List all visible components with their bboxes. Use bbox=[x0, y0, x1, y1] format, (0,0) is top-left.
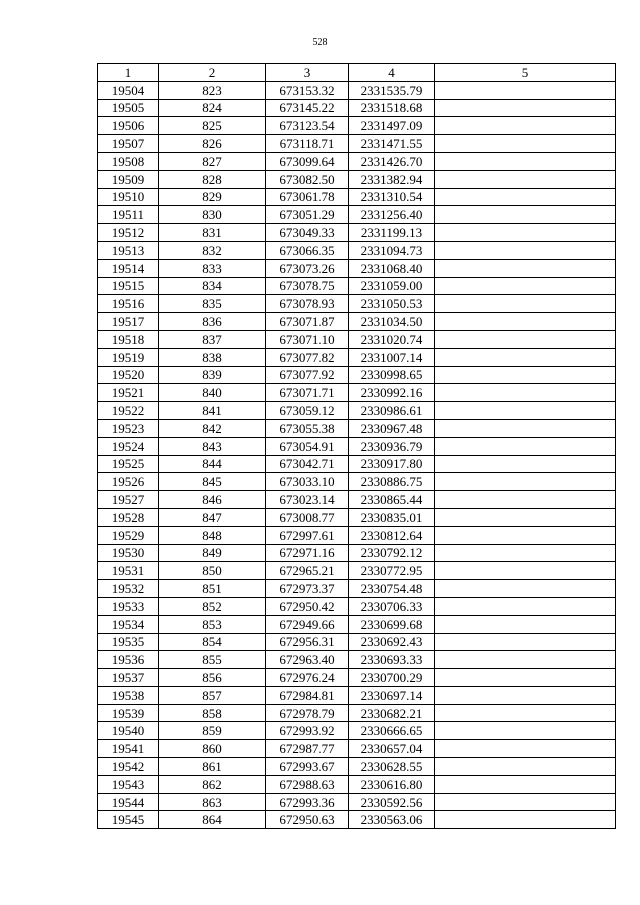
notes-cell bbox=[435, 295, 616, 313]
x-coordinate-cell: 673061.78 bbox=[266, 188, 349, 206]
table-row bbox=[98, 740, 616, 758]
row-number-cell: 19504 bbox=[98, 81, 159, 99]
column-header-1: 1 bbox=[98, 64, 159, 82]
y-coordinate-cell: 2330936.79 bbox=[349, 437, 435, 455]
y-coordinate-cell: 2330835.01 bbox=[349, 508, 435, 526]
point-number-cell: 864 bbox=[159, 811, 266, 829]
notes-cell bbox=[435, 740, 616, 758]
table-row bbox=[98, 775, 616, 793]
table-row bbox=[98, 651, 616, 669]
table-row bbox=[98, 330, 616, 348]
point-number-cell: 833 bbox=[159, 259, 266, 277]
x-coordinate-cell: 672988.63 bbox=[266, 775, 349, 793]
y-coordinate-cell: 2330772.95 bbox=[349, 562, 435, 580]
table-row bbox=[98, 188, 616, 206]
y-coordinate-cell: 2330592.56 bbox=[349, 793, 435, 811]
column-header-2: 2 bbox=[159, 64, 266, 82]
notes-cell bbox=[435, 793, 616, 811]
x-coordinate-cell: 673033.10 bbox=[266, 473, 349, 491]
y-coordinate-cell: 2330986.61 bbox=[349, 402, 435, 420]
row-number-cell: 19541 bbox=[98, 740, 159, 758]
x-coordinate-cell: 673153.32 bbox=[266, 81, 349, 99]
table-row bbox=[98, 206, 616, 224]
row-number-cell: 19529 bbox=[98, 526, 159, 544]
table-row bbox=[98, 259, 616, 277]
point-number-cell: 824 bbox=[159, 99, 266, 117]
y-coordinate-cell: 2330697.14 bbox=[349, 686, 435, 704]
row-number-cell: 19521 bbox=[98, 384, 159, 402]
point-number-cell: 827 bbox=[159, 152, 266, 170]
notes-cell bbox=[435, 686, 616, 704]
y-coordinate-cell: 2331256.40 bbox=[349, 206, 435, 224]
notes-cell bbox=[435, 544, 616, 562]
table-row bbox=[98, 686, 616, 704]
notes-cell bbox=[435, 580, 616, 598]
notes-cell bbox=[435, 206, 616, 224]
table-row bbox=[98, 526, 616, 544]
x-coordinate-cell: 673078.75 bbox=[266, 277, 349, 295]
x-coordinate-cell: 672984.81 bbox=[266, 686, 349, 704]
table-row bbox=[98, 811, 616, 829]
table-row bbox=[98, 544, 616, 562]
row-number-cell: 19533 bbox=[98, 597, 159, 615]
y-coordinate-cell: 2330699.68 bbox=[349, 615, 435, 633]
row-number-cell: 19508 bbox=[98, 152, 159, 170]
x-coordinate-cell: 672987.77 bbox=[266, 740, 349, 758]
point-number-cell: 861 bbox=[159, 758, 266, 776]
y-coordinate-cell: 2330967.48 bbox=[349, 419, 435, 437]
point-number-cell: 838 bbox=[159, 348, 266, 366]
row-number-cell: 19518 bbox=[98, 330, 159, 348]
table-row bbox=[98, 224, 616, 242]
point-number-cell: 832 bbox=[159, 241, 266, 259]
x-coordinate-cell: 672993.67 bbox=[266, 758, 349, 776]
notes-cell bbox=[435, 722, 616, 740]
x-coordinate-cell: 672976.24 bbox=[266, 669, 349, 687]
table-row bbox=[98, 348, 616, 366]
row-number-cell: 19537 bbox=[98, 669, 159, 687]
y-coordinate-cell: 2331471.55 bbox=[349, 135, 435, 153]
notes-cell bbox=[435, 277, 616, 295]
y-coordinate-cell: 2331199.13 bbox=[349, 224, 435, 242]
y-coordinate-cell: 2331068.40 bbox=[349, 259, 435, 277]
page-number: 528 bbox=[312, 37, 328, 48]
y-coordinate-cell: 2330657.04 bbox=[349, 740, 435, 758]
y-coordinate-cell: 2330754.48 bbox=[349, 580, 435, 598]
point-number-cell: 846 bbox=[159, 491, 266, 509]
y-coordinate-cell: 2331059.00 bbox=[349, 277, 435, 295]
table-row bbox=[98, 508, 616, 526]
row-number-cell: 19528 bbox=[98, 508, 159, 526]
point-number-cell: 847 bbox=[159, 508, 266, 526]
row-number-cell: 19543 bbox=[98, 775, 159, 793]
x-coordinate-cell: 672997.61 bbox=[266, 526, 349, 544]
notes-cell bbox=[435, 170, 616, 188]
table-row bbox=[98, 384, 616, 402]
y-coordinate-cell: 2330917.80 bbox=[349, 455, 435, 473]
x-coordinate-cell: 672950.42 bbox=[266, 597, 349, 615]
x-coordinate-cell: 672993.92 bbox=[266, 722, 349, 740]
point-number-cell: 825 bbox=[159, 117, 266, 135]
point-number-cell: 823 bbox=[159, 81, 266, 99]
notes-cell bbox=[435, 811, 616, 829]
y-coordinate-cell: 2330700.29 bbox=[349, 669, 435, 687]
table-row bbox=[98, 170, 616, 188]
notes-cell bbox=[435, 775, 616, 793]
row-number-cell: 19506 bbox=[98, 117, 159, 135]
point-number-cell: 837 bbox=[159, 330, 266, 348]
x-coordinate-cell: 673077.92 bbox=[266, 366, 349, 384]
notes-cell bbox=[435, 758, 616, 776]
point-number-cell: 860 bbox=[159, 740, 266, 758]
notes-cell bbox=[435, 384, 616, 402]
point-number-cell: 848 bbox=[159, 526, 266, 544]
point-number-cell: 851 bbox=[159, 580, 266, 598]
x-coordinate-cell: 673042.71 bbox=[266, 455, 349, 473]
x-coordinate-cell: 673118.71 bbox=[266, 135, 349, 153]
row-number-cell: 19524 bbox=[98, 437, 159, 455]
table-row bbox=[98, 580, 616, 598]
row-number-cell: 19536 bbox=[98, 651, 159, 669]
x-coordinate-cell: 672993.36 bbox=[266, 793, 349, 811]
row-number-cell: 19542 bbox=[98, 758, 159, 776]
y-coordinate-cell: 2331007.14 bbox=[349, 348, 435, 366]
x-coordinate-cell: 673078.93 bbox=[266, 295, 349, 313]
table-row bbox=[98, 455, 616, 473]
row-number-cell: 19544 bbox=[98, 793, 159, 811]
point-number-cell: 826 bbox=[159, 135, 266, 153]
table-row bbox=[98, 669, 616, 687]
x-coordinate-cell: 672950.63 bbox=[266, 811, 349, 829]
y-coordinate-cell: 2331535.79 bbox=[349, 81, 435, 99]
row-number-cell: 19530 bbox=[98, 544, 159, 562]
table-row bbox=[98, 704, 616, 722]
point-number-cell: 852 bbox=[159, 597, 266, 615]
x-coordinate-cell: 673055.38 bbox=[266, 419, 349, 437]
table-row bbox=[98, 313, 616, 331]
row-number-cell: 19540 bbox=[98, 722, 159, 740]
table-row bbox=[98, 135, 616, 153]
y-coordinate-cell: 2331020.74 bbox=[349, 330, 435, 348]
notes-cell bbox=[435, 402, 616, 420]
table-row bbox=[98, 402, 616, 420]
table-row bbox=[98, 615, 616, 633]
table-row bbox=[98, 722, 616, 740]
y-coordinate-cell: 2330812.64 bbox=[349, 526, 435, 544]
table-row bbox=[98, 473, 616, 491]
point-number-cell: 841 bbox=[159, 402, 266, 420]
y-coordinate-cell: 2331034.50 bbox=[349, 313, 435, 331]
row-number-cell: 19545 bbox=[98, 811, 159, 829]
table-header-row bbox=[98, 64, 616, 82]
x-coordinate-cell: 673054.91 bbox=[266, 437, 349, 455]
y-coordinate-cell: 2331050.53 bbox=[349, 295, 435, 313]
x-coordinate-cell: 673145.22 bbox=[266, 99, 349, 117]
point-number-cell: 854 bbox=[159, 633, 266, 651]
point-number-cell: 834 bbox=[159, 277, 266, 295]
x-coordinate-cell: 673071.87 bbox=[266, 313, 349, 331]
row-number-cell: 19535 bbox=[98, 633, 159, 651]
y-coordinate-cell: 2330693.33 bbox=[349, 651, 435, 669]
y-coordinate-cell: 2330563.06 bbox=[349, 811, 435, 829]
x-coordinate-cell: 673008.77 bbox=[266, 508, 349, 526]
y-coordinate-cell: 2331094.73 bbox=[349, 241, 435, 259]
row-number-cell: 19538 bbox=[98, 686, 159, 704]
point-number-cell: 842 bbox=[159, 419, 266, 437]
y-coordinate-cell: 2330792.12 bbox=[349, 544, 435, 562]
table-row bbox=[98, 81, 616, 99]
point-number-cell: 843 bbox=[159, 437, 266, 455]
row-number-cell: 19512 bbox=[98, 224, 159, 242]
y-coordinate-cell: 2331518.68 bbox=[349, 99, 435, 117]
notes-cell bbox=[435, 597, 616, 615]
y-coordinate-cell: 2330706.33 bbox=[349, 597, 435, 615]
point-number-cell: 856 bbox=[159, 669, 266, 687]
row-number-cell: 19520 bbox=[98, 366, 159, 384]
row-number-cell: 19526 bbox=[98, 473, 159, 491]
row-number-cell: 19525 bbox=[98, 455, 159, 473]
x-coordinate-cell: 673071.71 bbox=[266, 384, 349, 402]
row-number-cell: 19511 bbox=[98, 206, 159, 224]
table-row bbox=[98, 793, 616, 811]
point-number-cell: 862 bbox=[159, 775, 266, 793]
x-coordinate-cell: 672978.79 bbox=[266, 704, 349, 722]
point-number-cell: 858 bbox=[159, 704, 266, 722]
notes-cell bbox=[435, 473, 616, 491]
point-number-cell: 863 bbox=[159, 793, 266, 811]
x-coordinate-cell: 672949.66 bbox=[266, 615, 349, 633]
row-number-cell: 19522 bbox=[98, 402, 159, 420]
notes-cell bbox=[435, 81, 616, 99]
y-coordinate-cell: 2331497.09 bbox=[349, 117, 435, 135]
y-coordinate-cell: 2330692.43 bbox=[349, 633, 435, 651]
point-number-cell: 836 bbox=[159, 313, 266, 331]
y-coordinate-cell: 2331310.54 bbox=[349, 188, 435, 206]
x-coordinate-cell: 673049.33 bbox=[266, 224, 349, 242]
notes-cell bbox=[435, 259, 616, 277]
table-body bbox=[98, 81, 616, 828]
point-number-cell: 845 bbox=[159, 473, 266, 491]
notes-cell bbox=[435, 669, 616, 687]
notes-cell bbox=[435, 526, 616, 544]
y-coordinate-cell: 2330666.65 bbox=[349, 722, 435, 740]
notes-cell bbox=[435, 188, 616, 206]
x-coordinate-cell: 673066.35 bbox=[266, 241, 349, 259]
point-number-cell: 849 bbox=[159, 544, 266, 562]
row-number-cell: 19527 bbox=[98, 491, 159, 509]
notes-cell bbox=[435, 437, 616, 455]
row-number-cell: 19539 bbox=[98, 704, 159, 722]
notes-cell bbox=[435, 455, 616, 473]
notes-cell bbox=[435, 348, 616, 366]
column-header-5: 5 bbox=[435, 64, 616, 82]
notes-cell bbox=[435, 615, 616, 633]
notes-cell bbox=[435, 562, 616, 580]
point-number-cell: 828 bbox=[159, 170, 266, 188]
x-coordinate-cell: 673023.14 bbox=[266, 491, 349, 509]
table-row bbox=[98, 99, 616, 117]
x-coordinate-cell: 672965.21 bbox=[266, 562, 349, 580]
table-row bbox=[98, 117, 616, 135]
point-number-cell: 830 bbox=[159, 206, 266, 224]
table-row bbox=[98, 758, 616, 776]
x-coordinate-cell: 673077.82 bbox=[266, 348, 349, 366]
point-number-cell: 831 bbox=[159, 224, 266, 242]
column-header-4: 4 bbox=[349, 64, 435, 82]
x-coordinate-cell: 672963.40 bbox=[266, 651, 349, 669]
column-header-3: 3 bbox=[266, 64, 349, 82]
y-coordinate-cell: 2331382.94 bbox=[349, 170, 435, 188]
x-coordinate-cell: 673099.64 bbox=[266, 152, 349, 170]
point-number-cell: 844 bbox=[159, 455, 266, 473]
notes-cell bbox=[435, 651, 616, 669]
notes-cell bbox=[435, 224, 616, 242]
notes-cell bbox=[435, 99, 616, 117]
x-coordinate-cell: 672956.31 bbox=[266, 633, 349, 651]
y-coordinate-cell: 2331426.70 bbox=[349, 152, 435, 170]
table-row bbox=[98, 366, 616, 384]
point-number-cell: 850 bbox=[159, 562, 266, 580]
table-row bbox=[98, 295, 616, 313]
point-number-cell: 840 bbox=[159, 384, 266, 402]
x-coordinate-cell: 673051.29 bbox=[266, 206, 349, 224]
notes-cell bbox=[435, 704, 616, 722]
table-row bbox=[98, 491, 616, 509]
row-number-cell: 19517 bbox=[98, 313, 159, 331]
notes-cell bbox=[435, 330, 616, 348]
point-number-cell: 859 bbox=[159, 722, 266, 740]
table-row bbox=[98, 562, 616, 580]
x-coordinate-cell: 672971.16 bbox=[266, 544, 349, 562]
notes-cell bbox=[435, 508, 616, 526]
table-row bbox=[98, 419, 616, 437]
row-number-cell: 19531 bbox=[98, 562, 159, 580]
row-number-cell: 19505 bbox=[98, 99, 159, 117]
notes-cell bbox=[435, 117, 616, 135]
table-row bbox=[98, 633, 616, 651]
y-coordinate-cell: 2330886.75 bbox=[349, 473, 435, 491]
notes-cell bbox=[435, 241, 616, 259]
y-coordinate-cell: 2330992.16 bbox=[349, 384, 435, 402]
y-coordinate-cell: 2330865.44 bbox=[349, 491, 435, 509]
point-number-cell: 857 bbox=[159, 686, 266, 704]
table-row bbox=[98, 241, 616, 259]
row-number-cell: 19513 bbox=[98, 241, 159, 259]
row-number-cell: 19519 bbox=[98, 348, 159, 366]
notes-cell bbox=[435, 633, 616, 651]
table-row bbox=[98, 597, 616, 615]
point-number-cell: 829 bbox=[159, 188, 266, 206]
x-coordinate-cell: 673059.12 bbox=[266, 402, 349, 420]
y-coordinate-cell: 2330998.65 bbox=[349, 366, 435, 384]
x-coordinate-cell: 673071.10 bbox=[266, 330, 349, 348]
row-number-cell: 19514 bbox=[98, 259, 159, 277]
x-coordinate-cell: 673123.54 bbox=[266, 117, 349, 135]
x-coordinate-cell: 672973.37 bbox=[266, 580, 349, 598]
table-row bbox=[98, 437, 616, 455]
notes-cell bbox=[435, 135, 616, 153]
notes-cell bbox=[435, 366, 616, 384]
row-number-cell: 19523 bbox=[98, 419, 159, 437]
point-number-cell: 835 bbox=[159, 295, 266, 313]
row-number-cell: 19509 bbox=[98, 170, 159, 188]
table-row bbox=[98, 277, 616, 295]
x-coordinate-cell: 673082.50 bbox=[266, 170, 349, 188]
coordinates-table bbox=[97, 63, 616, 829]
point-number-cell: 839 bbox=[159, 366, 266, 384]
notes-cell bbox=[435, 491, 616, 509]
notes-cell bbox=[435, 313, 616, 331]
y-coordinate-cell: 2330628.55 bbox=[349, 758, 435, 776]
row-number-cell: 19532 bbox=[98, 580, 159, 598]
row-number-cell: 19515 bbox=[98, 277, 159, 295]
row-number-cell: 19507 bbox=[98, 135, 159, 153]
x-coordinate-cell: 673073.26 bbox=[266, 259, 349, 277]
table-row bbox=[98, 152, 616, 170]
point-number-cell: 853 bbox=[159, 615, 266, 633]
y-coordinate-cell: 2330616.80 bbox=[349, 775, 435, 793]
notes-cell bbox=[435, 152, 616, 170]
row-number-cell: 19510 bbox=[98, 188, 159, 206]
row-number-cell: 19534 bbox=[98, 615, 159, 633]
row-number-cell: 19516 bbox=[98, 295, 159, 313]
notes-cell bbox=[435, 419, 616, 437]
y-coordinate-cell: 2330682.21 bbox=[349, 704, 435, 722]
point-number-cell: 855 bbox=[159, 651, 266, 669]
